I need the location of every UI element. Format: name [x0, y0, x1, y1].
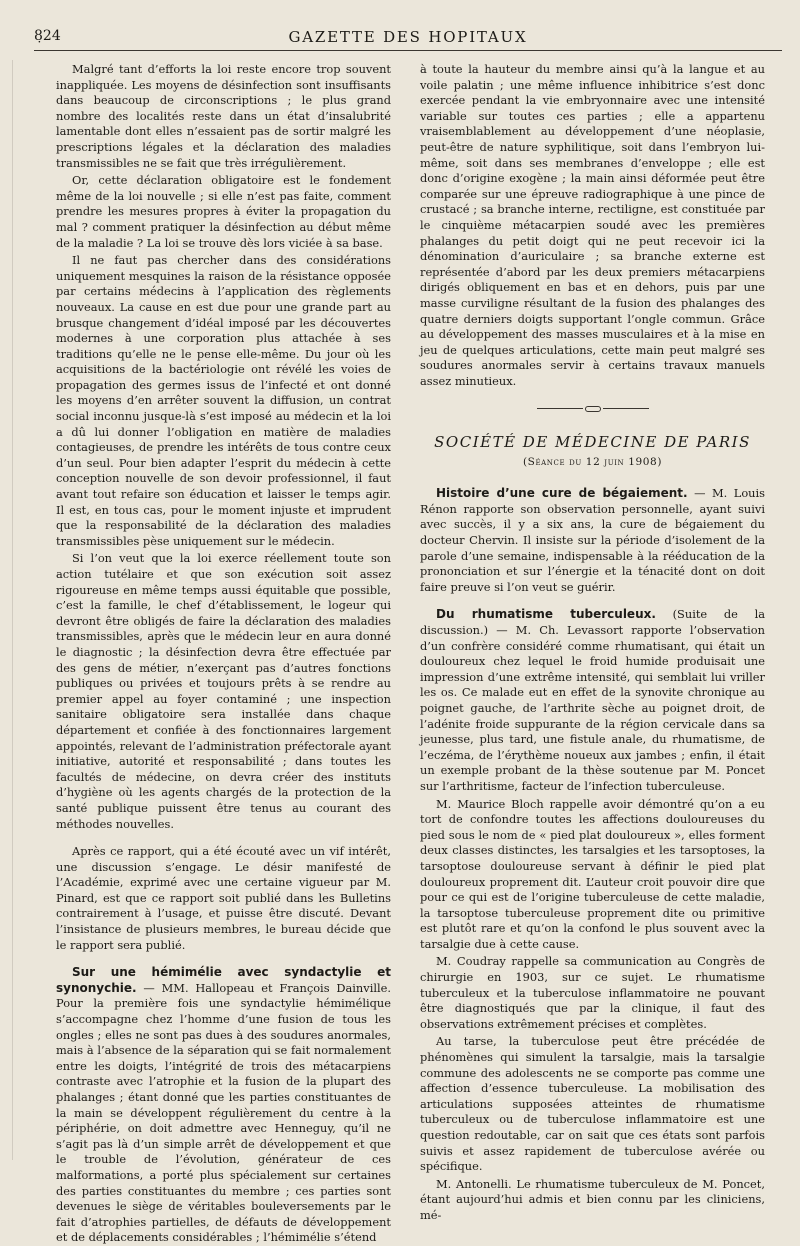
divider-line — [603, 408, 649, 409]
paragraph: Or, cette déclaration obligatoire est le fondement même de la loi nouvelle ; si elle n’est pas faite, comment prendre les mesures propres à éviter la propagation du mal ? comment pratiquer la désinfection au début même de la maladie ? La loi se trouve dès lors viciée à sa base. — [56, 173, 391, 250]
page-edge-shadow — [12, 60, 13, 1160]
paragraph: M. Antonelli. Le rhumatisme tuberculeux de M. Poncet, étant aujourd’hui admis et bien connu par les cliniciens, mé- — [420, 1176, 765, 1222]
article-begaiement — [420, 486, 765, 595]
ornamental-divider — [420, 401, 765, 417]
paragraph: à toute la hauteur du membre ainsi qu’à la langue et au voile palatin ; une même influence inhibitrice s’est donc exercée pendant la vie embryonnaire avec une intensité variable sur toutes ces parties ; elle a appartenu vraisemblablement au développement d’une néoplasie, peut-être de nature syphilitique, soit dans l’embryon lui-même, soit dans ses membranes d’enveloppe ; elle est donc d’origine exogène ; la main ainsi déformée peut être comparée sur une épreuve radiographique à une pince de crustacé ; sa branche interne, rectiligne, est constituée par le cinquième métacarpien soudé avec les premières phalanges du petit doigt qui ne peut recevoir ici la dénomination d’auriculaire ; sa branche externe est représentée d’abord par les deux premiers métacarpiens dirigés obliquement en bas et en dehors, puis par une masse curviligne résultant de la fusion des phalanges des quatre derniers doigts supportant l’ongle commun. Grâce au développement des masses musculaires et à la mise en jeu de quelques articulations, cette main peut malgré ses soudures anormales servir à certains travaux manuels assez minutieux. — [420, 62, 765, 388]
article-body: — MM. Hallopeau et François Dainville. Pour la première fois une syndactylie hémimélique s’accompagne chez l’homme d’une fusion de tous les ongles ; elles ne sont pas dues à des soudures anormales, mais à l’absence de la séparation qui se fait normalement entre les doigts, l’intégrité de trois des métacarpiens contraste avec l’atrophie et la fusion de la plupart des phalanges ; étant donné que les parties constituantes de la main se développent régulièrement du centre à la périphérie, on doit admettre avec Henneguy, qu’il ne s’agit pas là d’un simple arrêt de développement et que le trouble de l’évolution, générateur de ces malformations, a porté plus spécialement sur certaines des parties constituantes du membre ; ces parties sont devenues le siège de véritables bouleversements par le fait d’atrophies partielles, de défauts de développement et de déplacements considérables ; l’hémimélie s’étend — [56, 980, 391, 1245]
paragraph: M. Maurice Bloch rappelle avoir démontré qu’on a eu tort de confondre toutes les affections douloureuses du pied sous le nom de « pied plat douloureux », elles forment deux classes distinctes, les tarsalgies et les tarsoptoses, la tarsoptose douloureuse servant à définir le pied plat douloureux proprement dit. L’auteur croit pouvoir dire que pour ce qui est de l’origine tuberculeuse de cette maladie, la tarsoptose tuberculeuse proprement dite ou primitive est plutôt rare et qu’on la confond le plus souvent avec la tarsalgie due à cette cause. — [420, 796, 765, 951]
session-date: (Séance du 12 juin 1908) — [522, 455, 663, 468]
section-heading: Du rhumatisme tuberculeux. — [436, 607, 656, 622]
section-heading: Sur une hémimélie avec syndactylie et synonychie. — [56, 965, 391, 995]
article-hemimelie — [56, 965, 391, 1246]
paragraph: Après ce rapport, qui a été écouté avec un vif intérêt, une discussion s’engage. Le désir manifesté de l’Académie, exprimé avec une certaine vigueur par M. Pinard, est que ce rapport soit publié dans les Bulletins contrairement à l’usage, et puisse être discuté. Devant l’insistance de plusieurs membres, le bureau décide que le rapport sera publié. — [56, 844, 391, 952]
right-column — [420, 62, 765, 1224]
page-number: 8̣24 — [34, 28, 61, 44]
society-title: SOCIÉTÉ DE MÉDECINE DE PARIS — [434, 433, 751, 452]
divider-line — [537, 408, 583, 409]
running-title: GAZETTE DES HOPITAUX — [288, 28, 528, 46]
article-body: (Suite de la discussion.) — M. Ch. Levassort rapporte l’observation d’un confrère considéré comme rhumatisant, qui était un douloureux chez lequel le froid humide produisait une impression d’une extrême intensité, qui semblait lui vriller les os. Ce malade eut en effet de la synovite chronique au poignet gauche, de l’arthrite sèche au poignet droit, de l’adénite froide suppurante de la région cervicale dans sa jeunesse, plus tard, une fistule anale, du rhumatisme, de l’eczéma, de l’érythème noueux aux jambes ; enfin, il était un exemple probant de la thèse soutenue par M. Poncet sur l’arthritisme, facteur de l’infection tuberculeuse. — [420, 607, 766, 793]
paragraph: Il ne faut pas chercher dans des considérations uniquement mesquines la raison de la résistance opposée par certains médecins à l’application des règlements nouveaux. La cause en est due pour une grande part au brusque changement d’idéal imposé par les découvertes modernes à une corporation plus attachée à ses traditions qu’elle ne le pense elle-même. Du jour où les acquisitions de la bactériologie ont révélé les voies de propagation des germes issus de l’infecté et ont donné les moyens d’en arrêter souvent la diffusion, un contrat social inconnu jusque-là s’est imposé au médecin et la loi a dû lui donner l’obligation en matière de maladies contagieuses, de prendre les intérêts de tous contre ceux d’un seul. Pour bien adapter l’esprit du médecin à cette conception nouvelle de son devoir professionnel, il faut avant tout refaire son éducation et laisser le temps agir. Il est, en tous cas, pour le moment injuste et imprudent que la responsabilité de la déclaration des maladies transmissibles pèse uniquement sur le médecin. — [56, 253, 391, 548]
paragraph: Malgré tant d’efforts la loi reste encore trop souvent inappliquée. Les moyens de désinfection sont insuffisants dans beaucoup de circonscriptions ; le plus grand nombre des localités reste dans un état d’insalubrité lamentable dont elles n’essaient pas de sortir malgré les prescriptions légales et la déclaration des maladies transmissibles ne se fait que très irrégulièrement. — [56, 62, 391, 170]
article-body: — M. Louis Rénon rapporte son observation personnelle, ayant suivi avec succès, il y a six ans, la cure de bégaiement du docteur Chervin. Il insiste sur la période d’isolement de la parole d’une semaine, indispensable à la rééducation de la prononciation et sur l’énergie et la ténacité dont on doit faire preuve si l’on veut se guérir. — [420, 486, 765, 594]
page-header — [34, 28, 782, 51]
left-column — [56, 62, 391, 1246]
article-rhumatisme — [420, 607, 765, 794]
divider-ornament — [585, 406, 601, 412]
paragraph: Au tarse, la tuberculose peut être précédée de phénomènes qui simulent la tarsalgie, mais la tarsalgie commune des adolescents ne se comporte pas comme une affection d’essence tuberculeuse. La mobilisation des articulations supposées atteintes de rhumatisme tuberculeux ou de tuberculose inflammatoire est une question redoutable, car on sait que ces états sont parfois suivis et assez rapidement de tuberculose avérée ou spécifique. — [420, 1034, 765, 1174]
paragraph: M. Coudray rappelle sa communication au Congrès de chirurgie en 1903, sur ce sujet. Le rhumatisme tuberculeux et la tuberculose inflammatoire ne pouvant être diagnostiqués que par la clinique, il faut des observations extrêmement précises et complètes. — [420, 954, 765, 1031]
paragraph: Si l’on veut que la loi exerce réellement toute son action tutélaire et que son exécution soit assez rigoureuse en même temps aussi équitable que possible, c’est la famille, le chef d’établissement, le logeur qui devront être obligés de faire la déclaration des maladies transmissibles, après que le médecin leur en aura donné le diagnostic ; la désinfection devra être effectuée par des gens de métier, n’exerçant pas d’autres fonctions publiques ou privées et toujours prêts à se rendre au premier appel au foyer contaminé ; une inspection sanitaire obligatoire sera installée dans chaque département et confiée à des fonctionnaires largement appointés, relevant de l’administration préfectorale ayant initiative, autorité et responsabilité ; dans toutes les facultés de médecine, on devra créer des instituts d’hygiène où les agents chargés de la protection de la santé publique puissent être tenus au courant des méthodes nouvelles. — [56, 551, 391, 831]
section-heading: Histoire d’une cure de bégaiement. — [436, 486, 688, 501]
